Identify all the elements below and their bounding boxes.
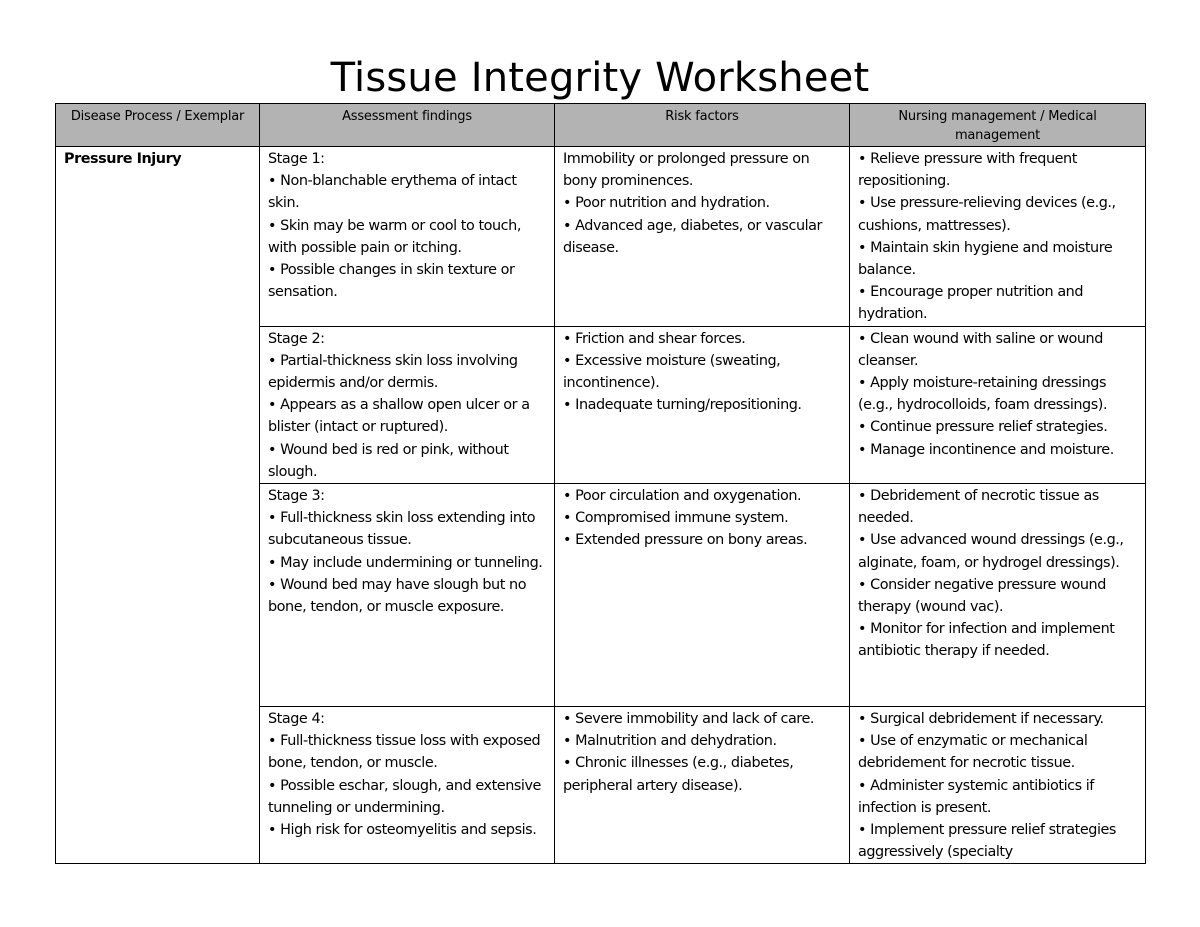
risk-item: • Extended pressure on bony areas.	[563, 532, 808, 549]
management-item: • Relieve pressure with frequent repositioning.	[858, 151, 1077, 190]
management-item: • Maintain skin hygiene and moisture balance.	[858, 239, 1113, 279]
assessment-item: • High risk for osteomyelitis and sepsis.	[268, 822, 537, 839]
management-item: • Encourage proper nutrition and hydration.	[858, 284, 1084, 323]
management-item: • Use of enzymatic or mechanical debridement for necrotic tissue.	[858, 733, 1088, 772]
risk-cell	[555, 326, 850, 483]
risk-item: • Severe immobility and lack of care.	[563, 711, 814, 728]
header-nursing-management: Nursing management / Medical management	[850, 104, 1146, 147]
risk-cell	[555, 484, 850, 707]
risk-item: • Chronic illnesses (e.g., diabetes, peripheral artery disease).	[563, 755, 794, 794]
assessment-cell	[260, 707, 555, 864]
management-cell	[850, 147, 1146, 327]
risk-cell	[555, 147, 850, 327]
assessment-item: • Wound bed is red or pink, without slough.	[268, 441, 509, 480]
page-title: Tissue Integrity Worksheet	[330, 55, 870, 101]
risk-item: • Inadequate turning/repositioning.	[563, 397, 802, 414]
assessment-item: • Possible changes in skin texture or sensation.	[268, 262, 515, 301]
assessment-cell	[260, 326, 555, 483]
management-item: • Monitor for infection and implement antibiotic therapy if needed.	[858, 621, 1115, 660]
header-disease-process: Disease Process / Exemplar	[56, 104, 260, 147]
stage-label: Stage 3:	[268, 488, 325, 505]
risk-item: • Malnutrition and dehydration.	[563, 733, 777, 750]
risk-item: • Poor circulation and oxygenation.	[563, 488, 802, 505]
assessment-cell	[260, 147, 555, 327]
management-item: • Implement pressure relief strategies aggressively (specialty	[858, 822, 1116, 861]
stage-label: Stage 4:	[268, 711, 325, 728]
assessment-item: • Partial-thickness skin loss involving epidermis and/or dermis.	[268, 352, 518, 392]
risk-cell	[555, 707, 850, 864]
assessment-item: • Skin may be warm or cool to touch, with possible pain or itching.	[268, 217, 521, 256]
assessment-item: • Appears as a shallow open ulcer or a blister (intact or ruptured).	[268, 397, 530, 436]
header-assessment-findings: Assessment findings	[260, 104, 555, 147]
table-header-row	[56, 104, 1146, 147]
management-item: • Use pressure-relieving devices (e.g., cushions, mattresses).	[858, 195, 1116, 234]
assessment-item: • May include undermining or tunneling.	[268, 554, 543, 571]
header-risk-factors: Risk factors	[555, 104, 850, 147]
stage-label: Stage 1:	[268, 151, 325, 167]
risk-item: • Compromised immune system.	[563, 510, 789, 527]
assessment-item: • Non-blanchable erythema of intact skin.	[268, 173, 517, 212]
risk-item: • Advanced age, diabetes, or vascular disease.	[563, 217, 822, 256]
risk-item: • Excessive moisture (sweating, incontinence).	[563, 352, 781, 392]
disease-name: Pressure Injury	[56, 147, 260, 864]
management-cell	[850, 484, 1146, 707]
management-cell	[850, 707, 1146, 864]
management-cell	[850, 326, 1146, 483]
assessment-item: • Possible eschar, slough, and extensive tunneling or undermining.	[268, 777, 541, 816]
management-item: • Manage incontinence and moisture.	[858, 441, 1114, 458]
assessment-item: • Wound bed may have slough but no bone, tendon, or muscle exposure.	[268, 576, 527, 616]
management-item: • Clean wound with saline or wound cleanser.	[858, 330, 1103, 369]
assessment-item: • Full-thickness skin loss extending into subcutaneous tissue.	[268, 510, 536, 549]
stage-label: Stage 2:	[268, 330, 325, 347]
management-item: • Surgical debridement if necessary.	[858, 711, 1104, 728]
assessment-cell	[260, 484, 555, 707]
management-item: • Administer systemic antibiotics if infection is present.	[858, 777, 1094, 816]
management-item: • Apply moisture-retaining dressings (e.g., hydrocolloids, foam dressings).	[858, 375, 1108, 414]
management-item: • Continue pressure relief strategies.	[858, 419, 1108, 436]
assessment-item: • Full-thickness tissue loss with exposed bone, tendon, or muscle.	[268, 733, 541, 772]
worksheet-table	[55, 103, 1146, 864]
management-item: • Debridement of necrotic tissue as needed.	[858, 488, 1099, 527]
risk-item: • Poor nutrition and hydration.	[563, 195, 770, 212]
risk-item: • Friction and shear forces.	[563, 330, 746, 347]
table-row	[56, 147, 1146, 327]
risk-item: Immobility or prolonged pressure on bony prominences.	[563, 151, 810, 190]
management-item: • Use advanced wound dressings (e.g., alginate, foam, or hydrogel dressings).	[858, 532, 1124, 571]
management-item: • Consider negative pressure wound therapy (wound vac).	[858, 576, 1106, 616]
